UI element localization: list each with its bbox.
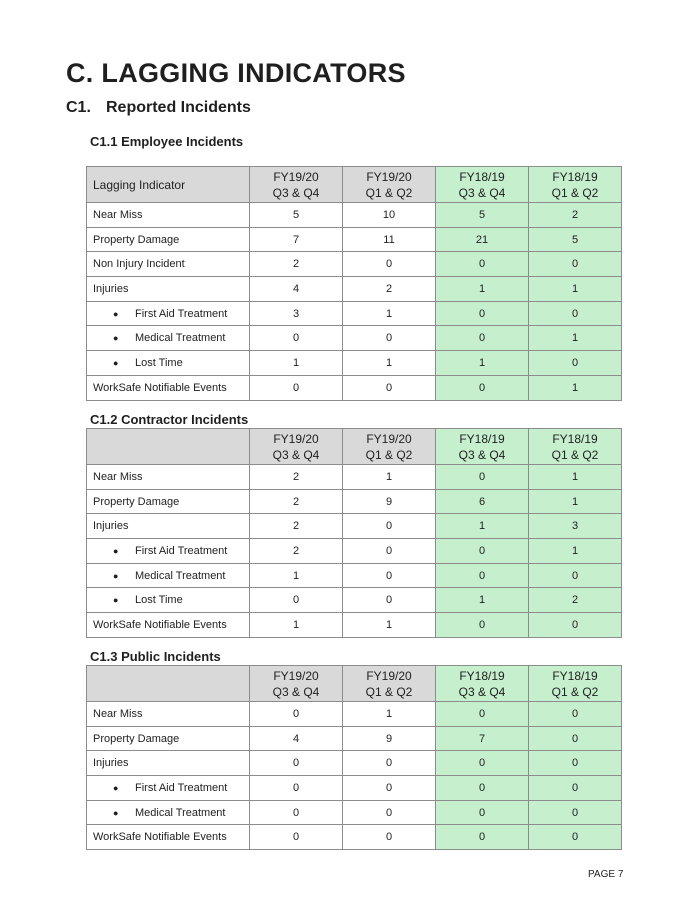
column-header-period: FY18/19 xyxy=(552,431,598,446)
row-label-cell xyxy=(87,203,250,228)
row-label-cell xyxy=(87,588,250,613)
row-label-cell xyxy=(87,326,250,351)
table-title-contractor: C1.2 Contractor Incidents xyxy=(90,412,249,427)
value-cell: 0 xyxy=(436,539,529,564)
header-label-cell xyxy=(87,666,250,702)
bullet-icon: ● xyxy=(113,357,119,368)
table-row xyxy=(87,539,622,564)
bullet-icon: ● xyxy=(113,595,119,606)
column-header-quarters: Q3 & Q4 xyxy=(272,185,320,200)
row-label-cell xyxy=(87,252,250,277)
value-cell: 1 xyxy=(250,351,343,376)
row-label: Lost Time xyxy=(135,356,183,369)
row-label-cell xyxy=(87,301,250,326)
value-cell: 2 xyxy=(529,203,622,228)
column-header-quarters: Q3 & Q4 xyxy=(272,447,320,462)
column-header-period: FY18/19 xyxy=(552,169,598,184)
header-row xyxy=(87,666,622,702)
table-row xyxy=(87,375,622,400)
value-cell: 0 xyxy=(436,800,529,825)
row-label: Property Damage xyxy=(93,732,180,745)
row-label-cell xyxy=(87,465,250,490)
column-header-period: FY18/19 xyxy=(552,668,598,683)
column-header-quarters: Q1 & Q2 xyxy=(365,185,413,200)
row-label-cell xyxy=(87,825,250,850)
column-header-quarters: Q1 & Q2 xyxy=(551,684,599,699)
section-title: Reported Incidents xyxy=(106,99,251,116)
value-cell: 0 xyxy=(436,751,529,776)
value-cell: 2 xyxy=(250,539,343,564)
column-header xyxy=(436,429,529,465)
column-header xyxy=(250,167,343,203)
column-header xyxy=(343,666,436,702)
bullet-icon: ● xyxy=(113,570,119,581)
column-header-period: FY18/19 xyxy=(459,169,505,184)
value-cell: 1 xyxy=(529,539,622,564)
value-cell: 0 xyxy=(529,726,622,751)
row-label: Injuries xyxy=(93,520,129,533)
section-number: C1. xyxy=(66,99,91,116)
column-header-quarters: Q1 & Q2 xyxy=(365,684,413,699)
value-cell: 11 xyxy=(343,227,436,252)
table-row xyxy=(87,825,622,850)
employee-incidents-table xyxy=(86,166,622,401)
row-label: Property Damage xyxy=(93,495,180,508)
column-header-quarters: Q3 & Q4 xyxy=(458,185,506,200)
value-cell: 1 xyxy=(343,351,436,376)
column-header-quarters: Q1 & Q2 xyxy=(551,447,599,462)
value-cell: 1 xyxy=(529,277,622,302)
public-incidents-table xyxy=(86,665,622,850)
value-cell: 0 xyxy=(436,776,529,801)
value-cell: 0 xyxy=(436,326,529,351)
column-header-period: FY19/20 xyxy=(273,169,319,184)
row-label: Near Miss xyxy=(93,208,143,221)
value-cell: 0 xyxy=(529,776,622,801)
value-cell: 2 xyxy=(250,252,343,277)
bullet-icon: ● xyxy=(113,807,119,818)
row-label: Non Injury Incident xyxy=(93,258,185,271)
row-label-cell xyxy=(87,227,250,252)
value-cell: 1 xyxy=(436,277,529,302)
header-row xyxy=(87,167,622,203)
value-cell: 2 xyxy=(250,465,343,490)
column-header-period: FY19/20 xyxy=(273,668,319,683)
row-label: Medical Treatment xyxy=(135,806,226,819)
header-row xyxy=(87,429,622,465)
table-row xyxy=(87,776,622,801)
value-cell: 1 xyxy=(250,563,343,588)
value-cell: 0 xyxy=(529,702,622,727)
header-label-cell: Lagging Indicator xyxy=(87,167,250,203)
page-number: PAGE 7 xyxy=(588,869,624,880)
value-cell: 0 xyxy=(436,301,529,326)
value-cell: 0 xyxy=(343,326,436,351)
value-cell: 0 xyxy=(343,800,436,825)
column-header-period: FY19/20 xyxy=(273,431,319,446)
value-cell: 0 xyxy=(436,702,529,727)
column-header-quarters: Q3 & Q4 xyxy=(458,684,506,699)
row-label: Injuries xyxy=(93,282,129,295)
table-row xyxy=(87,613,622,638)
value-cell: 0 xyxy=(436,252,529,277)
value-cell: 0 xyxy=(250,825,343,850)
table-title-public: C1.3 Public Incidents xyxy=(90,649,221,664)
value-cell: 1 xyxy=(343,613,436,638)
column-header-period: FY19/20 xyxy=(366,431,412,446)
table-row xyxy=(87,351,622,376)
row-label: Medical Treatment xyxy=(135,569,226,582)
column-header xyxy=(529,429,622,465)
row-label: WorkSafe Notifiable Events xyxy=(93,618,227,631)
table-row xyxy=(87,702,622,727)
row-label: First Aid Treatment xyxy=(135,307,228,320)
table-row xyxy=(87,514,622,539)
value-cell: 0 xyxy=(343,252,436,277)
column-header-period: FY19/20 xyxy=(366,169,412,184)
value-cell: 4 xyxy=(250,726,343,751)
value-cell: 1 xyxy=(436,514,529,539)
value-cell: 2 xyxy=(343,277,436,302)
table-row xyxy=(87,726,622,751)
value-cell: 5 xyxy=(250,203,343,228)
value-cell: 0 xyxy=(250,702,343,727)
value-cell: 0 xyxy=(250,375,343,400)
row-label-cell xyxy=(87,613,250,638)
value-cell: 0 xyxy=(343,514,436,539)
value-cell: 0 xyxy=(343,375,436,400)
table-row xyxy=(87,277,622,302)
row-label: WorkSafe Notifiable Events xyxy=(93,381,227,394)
value-cell: 0 xyxy=(436,825,529,850)
value-cell: 6 xyxy=(436,489,529,514)
value-cell: 5 xyxy=(529,227,622,252)
value-cell: 0 xyxy=(343,539,436,564)
row-label-cell xyxy=(87,702,250,727)
row-label-cell xyxy=(87,375,250,400)
value-cell: 0 xyxy=(529,751,622,776)
table-row xyxy=(87,227,622,252)
table-row xyxy=(87,800,622,825)
row-label: Injuries xyxy=(93,757,129,770)
value-cell: 0 xyxy=(343,751,436,776)
value-cell: 0 xyxy=(529,825,622,850)
value-cell: 1 xyxy=(343,702,436,727)
value-cell: 0 xyxy=(436,465,529,490)
value-cell: 7 xyxy=(436,726,529,751)
row-label-cell xyxy=(87,751,250,776)
value-cell: 4 xyxy=(250,277,343,302)
column-header-period: FY18/19 xyxy=(459,431,505,446)
table-row xyxy=(87,465,622,490)
column-header xyxy=(436,666,529,702)
value-cell: 7 xyxy=(250,227,343,252)
value-cell: 0 xyxy=(250,776,343,801)
value-cell: 10 xyxy=(343,203,436,228)
value-cell: 0 xyxy=(250,751,343,776)
header-label-cell xyxy=(87,429,250,465)
bullet-icon: ● xyxy=(113,782,119,793)
row-label-cell xyxy=(87,776,250,801)
row-label: Property Damage xyxy=(93,233,180,246)
value-cell: 1 xyxy=(529,489,622,514)
column-header-quarters: Q3 & Q4 xyxy=(458,447,506,462)
value-cell: 1 xyxy=(529,326,622,351)
value-cell: 2 xyxy=(250,489,343,514)
value-cell: 1 xyxy=(529,375,622,400)
value-cell: 21 xyxy=(436,227,529,252)
row-label-cell xyxy=(87,514,250,539)
row-label: WorkSafe Notifiable Events xyxy=(93,831,227,844)
row-label: Near Miss xyxy=(93,707,143,720)
row-label-cell xyxy=(87,800,250,825)
column-header xyxy=(250,666,343,702)
value-cell: 0 xyxy=(436,613,529,638)
value-cell: 2 xyxy=(529,588,622,613)
value-cell: 1 xyxy=(529,465,622,490)
row-label: Lost Time xyxy=(135,594,183,607)
column-header-quarters: Q3 & Q4 xyxy=(272,684,320,699)
value-cell: 9 xyxy=(343,489,436,514)
row-label-cell xyxy=(87,563,250,588)
row-label: First Aid Treatment xyxy=(135,781,228,794)
bullet-icon: ● xyxy=(113,333,119,344)
column-header-period: FY18/19 xyxy=(459,668,505,683)
column-header-period: FY19/20 xyxy=(366,668,412,683)
row-label-cell xyxy=(87,726,250,751)
column-header xyxy=(529,167,622,203)
row-label-cell xyxy=(87,489,250,514)
row-label: Near Miss xyxy=(93,470,143,483)
column-header xyxy=(343,167,436,203)
contractor-incidents-table xyxy=(86,428,622,638)
table-row xyxy=(87,203,622,228)
value-cell: 0 xyxy=(250,326,343,351)
value-cell: 3 xyxy=(250,301,343,326)
table-row xyxy=(87,301,622,326)
value-cell: 1 xyxy=(436,588,529,613)
value-cell: 0 xyxy=(529,351,622,376)
value-cell: 1 xyxy=(343,465,436,490)
column-header xyxy=(343,429,436,465)
value-cell: 0 xyxy=(436,563,529,588)
value-cell: 0 xyxy=(343,563,436,588)
value-cell: 3 xyxy=(529,514,622,539)
column-header-quarters: Q1 & Q2 xyxy=(551,185,599,200)
value-cell: 0 xyxy=(343,825,436,850)
value-cell: 1 xyxy=(343,301,436,326)
value-cell: 0 xyxy=(343,776,436,801)
table-row xyxy=(87,588,622,613)
value-cell: 9 xyxy=(343,726,436,751)
value-cell: 0 xyxy=(529,613,622,638)
column-header xyxy=(529,666,622,702)
value-cell: 1 xyxy=(250,613,343,638)
table-row xyxy=(87,252,622,277)
bullet-icon: ● xyxy=(113,545,119,556)
row-label-cell xyxy=(87,277,250,302)
table-row xyxy=(87,489,622,514)
value-cell: 0 xyxy=(529,563,622,588)
bullet-icon: ● xyxy=(113,308,119,319)
row-label-cell xyxy=(87,539,250,564)
value-cell: 0 xyxy=(436,375,529,400)
row-label: Medical Treatment xyxy=(135,332,226,345)
value-cell: 0 xyxy=(529,252,622,277)
section-heading xyxy=(66,99,251,117)
value-cell: 0 xyxy=(529,301,622,326)
value-cell: 0 xyxy=(529,800,622,825)
column-header-quarters: Q1 & Q2 xyxy=(365,447,413,462)
page-heading: C. LAGGING INDICATORS xyxy=(66,58,406,88)
value-cell: 0 xyxy=(250,800,343,825)
value-cell: 5 xyxy=(436,203,529,228)
value-cell: 2 xyxy=(250,514,343,539)
table-row xyxy=(87,563,622,588)
table-row xyxy=(87,326,622,351)
table-row xyxy=(87,751,622,776)
row-label-cell xyxy=(87,351,250,376)
table-title-employee: C1.1 Employee Incidents xyxy=(90,134,244,149)
row-label: First Aid Treatment xyxy=(135,544,228,557)
value-cell: 1 xyxy=(436,351,529,376)
column-header xyxy=(436,167,529,203)
value-cell: 0 xyxy=(343,588,436,613)
column-header xyxy=(250,429,343,465)
value-cell: 0 xyxy=(250,588,343,613)
